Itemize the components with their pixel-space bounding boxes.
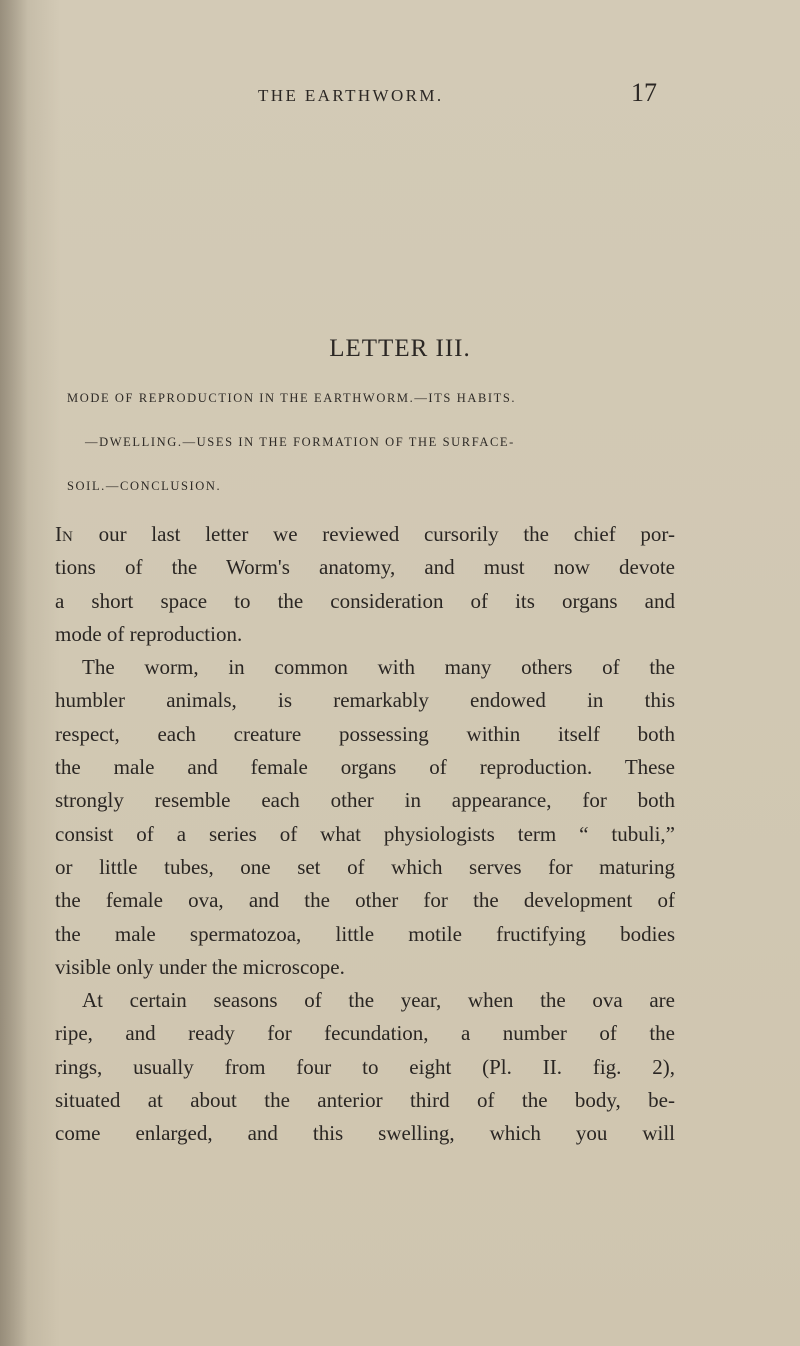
text-line: At certain seasons of the year, when the ova are [82, 988, 675, 1013]
body-text [55, 518, 675, 1151]
text-line: ripe, and ready for fecundation, a number of the [55, 1021, 675, 1046]
running-head: THE EARTHWORM. [258, 86, 444, 105]
text-line: consist of a series of what physiologists term “ tubuli,” [55, 821, 675, 846]
text-line: mode of reproduction. [55, 621, 243, 646]
dropcap-smallcap: N [62, 529, 74, 545]
dropcap-initial: I [55, 522, 62, 546]
text-line-rest: our last letter we reviewed cursorily the chief por- [73, 522, 675, 546]
text-line: visible only under the microscope. [55, 954, 345, 979]
text-line [55, 518, 675, 551]
text-line: the male spermatozoa, little motile fructifying bodies [55, 921, 675, 946]
synopsis-line: —DWELLING.—USES IN THE FORMATION OF THE SURFACE- [85, 435, 515, 449]
text-line: humbler animals, is remarkably endowed in this [55, 688, 675, 713]
text-line: tions of the Worm's anatomy, and must now devote [55, 555, 675, 580]
text-line: the female ova, and the other for the development of [55, 888, 675, 913]
text-line: or little tubes, one set of which serves for maturing [55, 854, 675, 879]
text-line: The worm, in common with many others of the [82, 655, 675, 680]
text-line: strongly resemble each other in appearance, for both [55, 788, 675, 813]
text-line: rings, usually from four to eight (Pl. II. fig. 2), [55, 1054, 675, 1079]
text-line: respect, each creature possessing within itself both [55, 721, 675, 746]
text-line: a short space to the consideration of its organs and [55, 588, 675, 613]
synopsis-line: MODE OF REPRODUCTION IN THE EARTHWORM.—ITS HABITS. [67, 391, 517, 405]
text-line: the male and female organs of reproduction. These [55, 755, 675, 780]
text-line: situated at about the anterior third of the body, be- [55, 1088, 675, 1113]
text-line: come enlarged, and this swelling, which you will [55, 1121, 675, 1146]
spine-shadow [0, 0, 28, 1346]
chapter-synopsis [67, 391, 677, 530]
chapter-title: LETTER III. [329, 335, 471, 362]
page-number: 17 [631, 78, 657, 107]
synopsis-line: SOIL.—CONCLUSION. [67, 479, 222, 493]
